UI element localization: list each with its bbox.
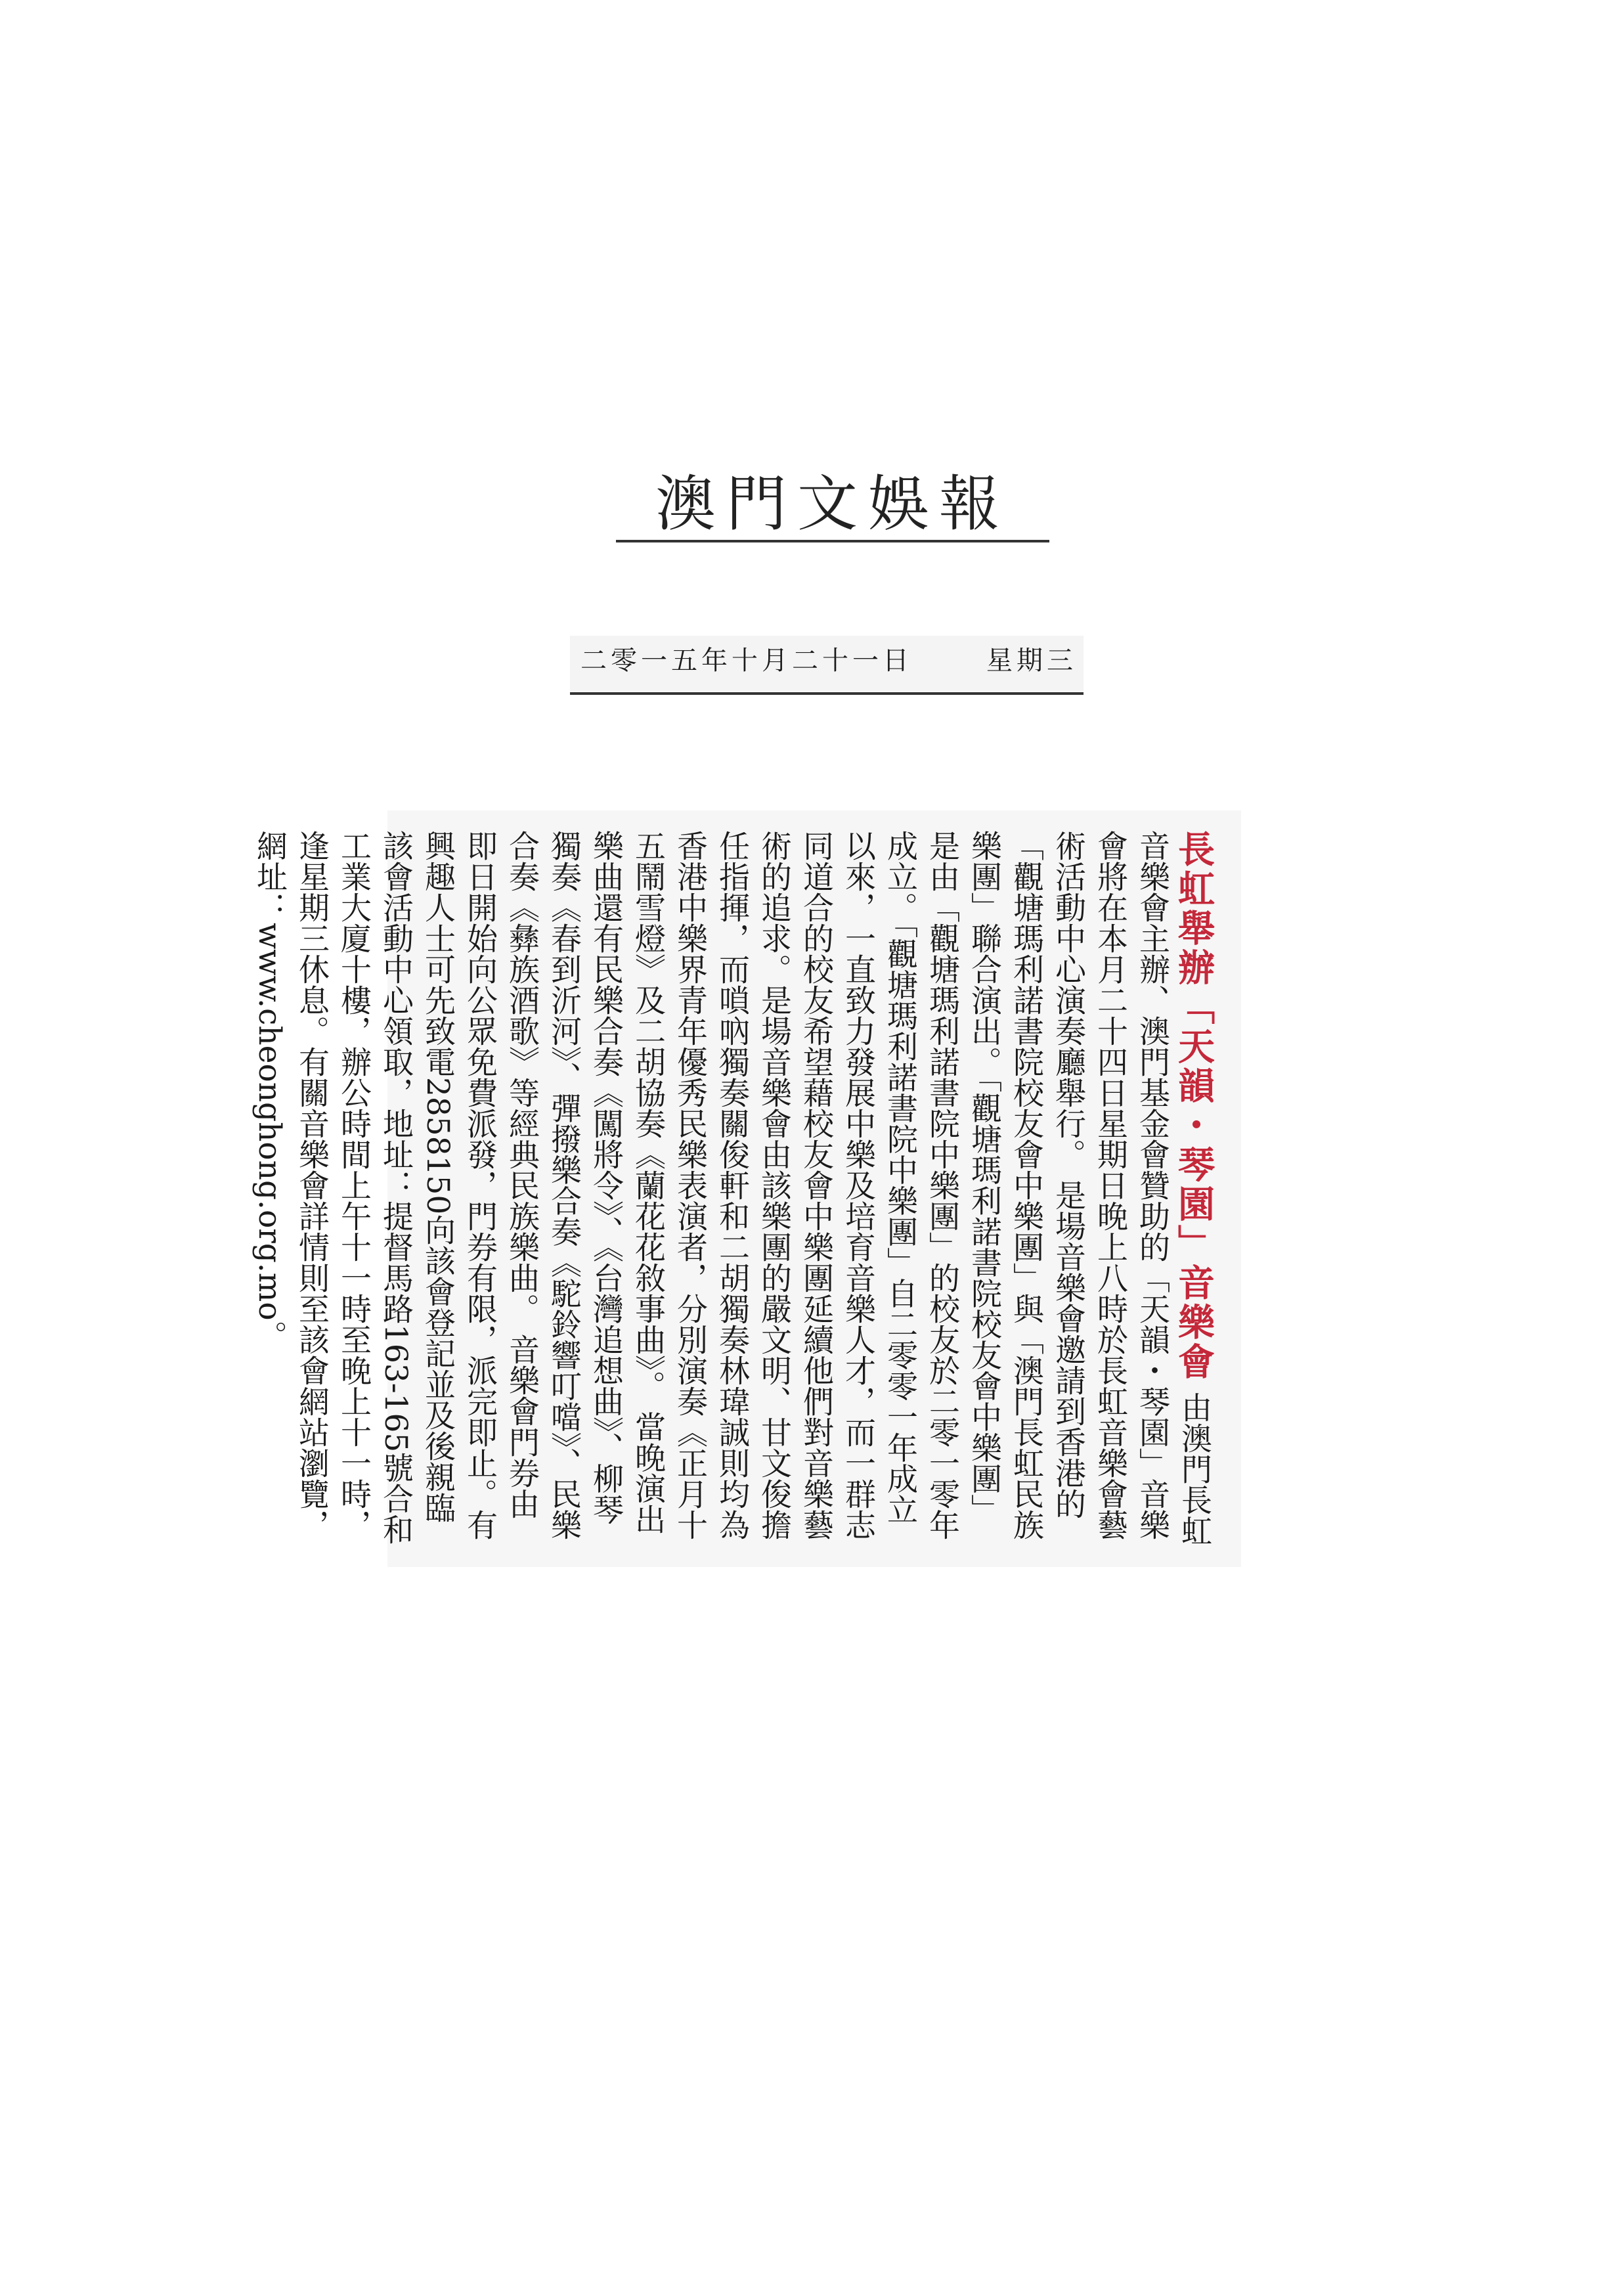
- article-paragraph-1: 由澳門長虹音樂會主辦、澳門基金會贊助的「天韻・琴園」音樂會將在本月二十四日星期日晚上八時於長虹音樂會藝術活動中心演奏廳舉行。: [1050, 830, 1212, 1546]
- masthead: [616, 469, 1049, 544]
- publication-weekday: 星期三: [986, 646, 1077, 676]
- article-clipping: [252, 810, 1241, 1567]
- masthead-rule: [616, 540, 1049, 542]
- dateline-rule: [570, 692, 1084, 695]
- article-paragraph-4: 音樂會門券由即日開始向公眾免費派發，門券有限，派完即止。有興趣人士可先致電2858150向該會登記並及後親臨該會活動中心領取，地址：提督馬路163-165號合和工業大廈十樓，辦公時間上午十一時至晚上十一時，逢星期三休息。有關音樂會詳情則至該會網站瀏覽，網址：www.cheonghong.org.mo。: [252, 830, 540, 1545]
- article-paragraph-3: 當晚演出樂曲還有民樂合奏《闖將令》、《台灣追想曲》、柳琴獨奏《春到沂河》、彈撥樂合奏《駝鈴響叮噹》、民樂合奏《彝族酒歌》等經典民族樂曲。: [504, 830, 666, 1540]
- article-headline: 長虹舉辦「天韻・琴園」音樂會: [1172, 830, 1215, 1382]
- newspaper-name: 澳門文娛報: [655, 469, 1010, 539]
- dateline: [570, 636, 1084, 696]
- publication-date: 二零一五年十月二十一日: [580, 646, 913, 676]
- article-paragraph-2: 是場音樂會邀請到香港的「觀塘瑪利諾書院校友會中樂團」與「澳門長虹民族樂團」聯合演出。「觀塘瑪利諾書院校友會中樂團」是由「觀塘瑪利諾書院中樂團」的校友於二零一零年成立。「觀塘瑪利諾書院中樂團」自二零零一年成立以來，一直致力發展中樂及培育音樂人才，而一群志同道合的校友希望藉校友會中樂團延續他們對音樂藝術的追求。是場音樂會由該樂團的嚴文明、甘文俊擔任指揮，而嗩吶獨奏關俊軒和二胡獨奏林瑋誠則均為香港中樂界青年優秀民樂表演者，分別演奏《正月十五鬧雪燈》及二胡協奏《蘭花花敘事曲》。: [630, 830, 1086, 1540]
- article-body: [248, 830, 1215, 1549]
